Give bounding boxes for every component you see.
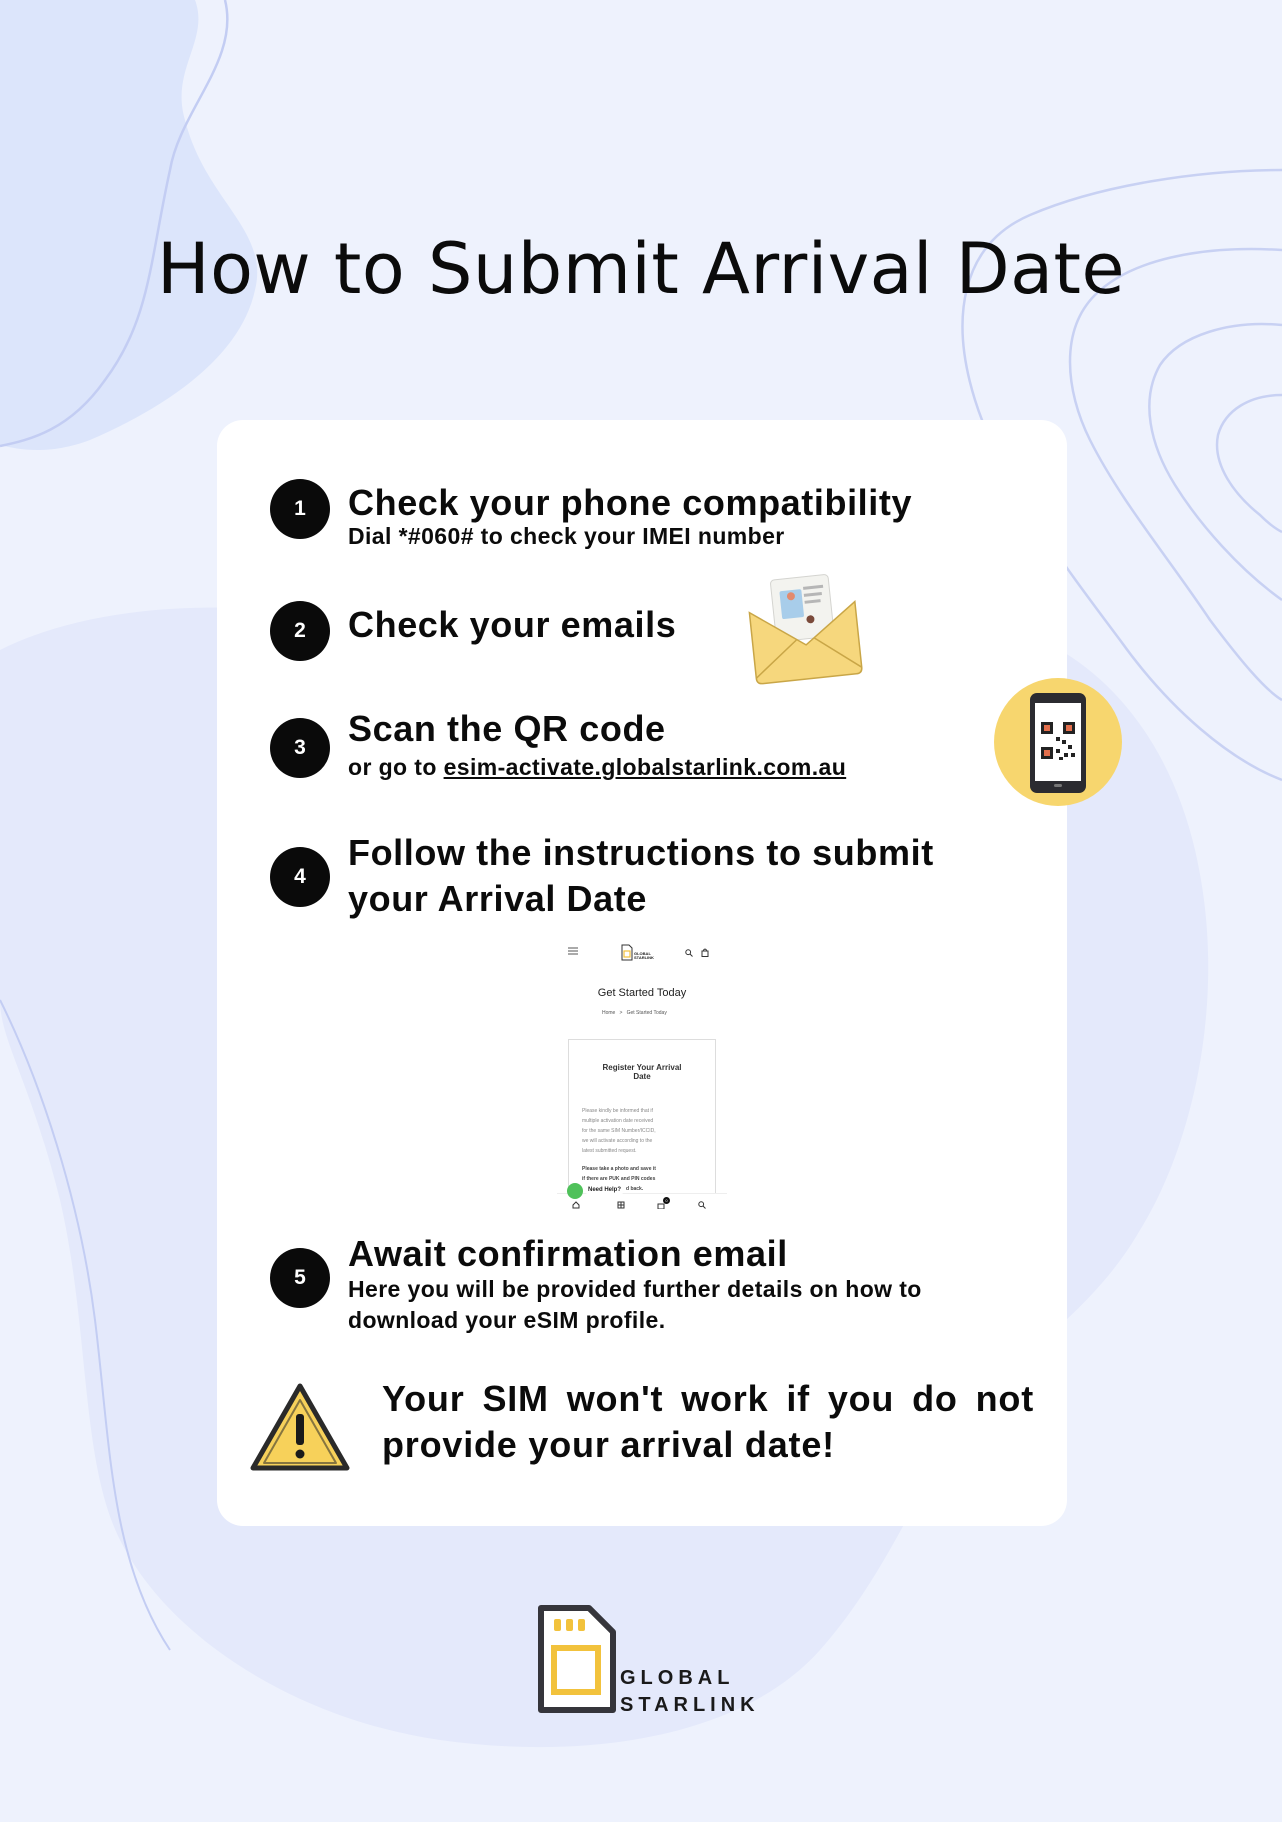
- brand-name: GLOBAL STARLINK: [620, 1667, 760, 1716]
- envelope-icon: [745, 565, 863, 685]
- step-3-subtitle: [348, 752, 846, 783]
- step-4-title-line1: Follow the instructions to submit: [348, 832, 934, 873]
- step-3-subtitle-prefix: or go to: [348, 754, 444, 780]
- step-number-4: 4: [270, 847, 330, 907]
- activation-link[interactable]: esim-activate.globalstarlink.com.au: [443, 754, 847, 780]
- mini-bag-icon: [701, 948, 709, 957]
- website-screenshot: [557, 935, 727, 1215]
- mini-search-icon: [685, 949, 693, 957]
- phone-qr-icon: [993, 677, 1123, 807]
- mini-sim-logo: [621, 944, 633, 961]
- step-4-title-line2: your Arrival Date: [348, 878, 647, 919]
- mini-home-icon: [572, 1201, 580, 1209]
- mini-form-title: Register Your Arrival Date: [602, 1063, 682, 1081]
- step-2-title: Check your emails: [348, 604, 677, 645]
- warning-text: Your SIM won't work if you do not provide your arrival date!: [382, 1378, 1034, 1465]
- step-1-title: Check your phone compatibility: [348, 482, 913, 523]
- step-3-title: Scan the QR code: [348, 708, 666, 749]
- step-5-subtitle-line2: download your eSIM profile.: [348, 1307, 666, 1333]
- menu-icon: [568, 947, 578, 955]
- step-number-2: 2: [270, 601, 330, 661]
- mini-form-body: Please kindly be informed that if multiple activation date received for the same SIM Number/ICCID, we will activate according to the latest submitted request.: [582, 1108, 656, 1154]
- mini-help-label: Need Help?: [585, 1186, 624, 1194]
- step-1-subtitle: Dial *#060# to check your IMEI number: [348, 523, 785, 549]
- warning-icon: [248, 1380, 352, 1475]
- mini-cart-count: 0: [663, 1197, 670, 1204]
- page-title: How to Submit Arrival Date: [156, 228, 1126, 310]
- mini-brand: GLOBAL STARLINK: [634, 951, 654, 960]
- whatsapp-icon: [567, 1183, 583, 1199]
- mini-grid-icon: [617, 1201, 625, 1209]
- step-5-title: Await confirmation email: [348, 1233, 788, 1274]
- global-starlink-logo-icon: [537, 1604, 617, 1714]
- step-number-5: 5: [270, 1248, 330, 1308]
- mini-heading: Get Started Today: [597, 987, 687, 999]
- mini-search-icon-bottom: [698, 1201, 706, 1209]
- mini-form-note: Please take a photo and save it if there are PUK and PIN codes d back.: [582, 1166, 656, 1192]
- step-number-3: 3: [270, 718, 330, 778]
- mini-breadcrumb: Home > Get Started Today: [602, 1010, 667, 1016]
- step-5-subtitle-line1: Here you will be provided further details on how to: [348, 1276, 922, 1302]
- step-number-1: 1: [270, 479, 330, 539]
